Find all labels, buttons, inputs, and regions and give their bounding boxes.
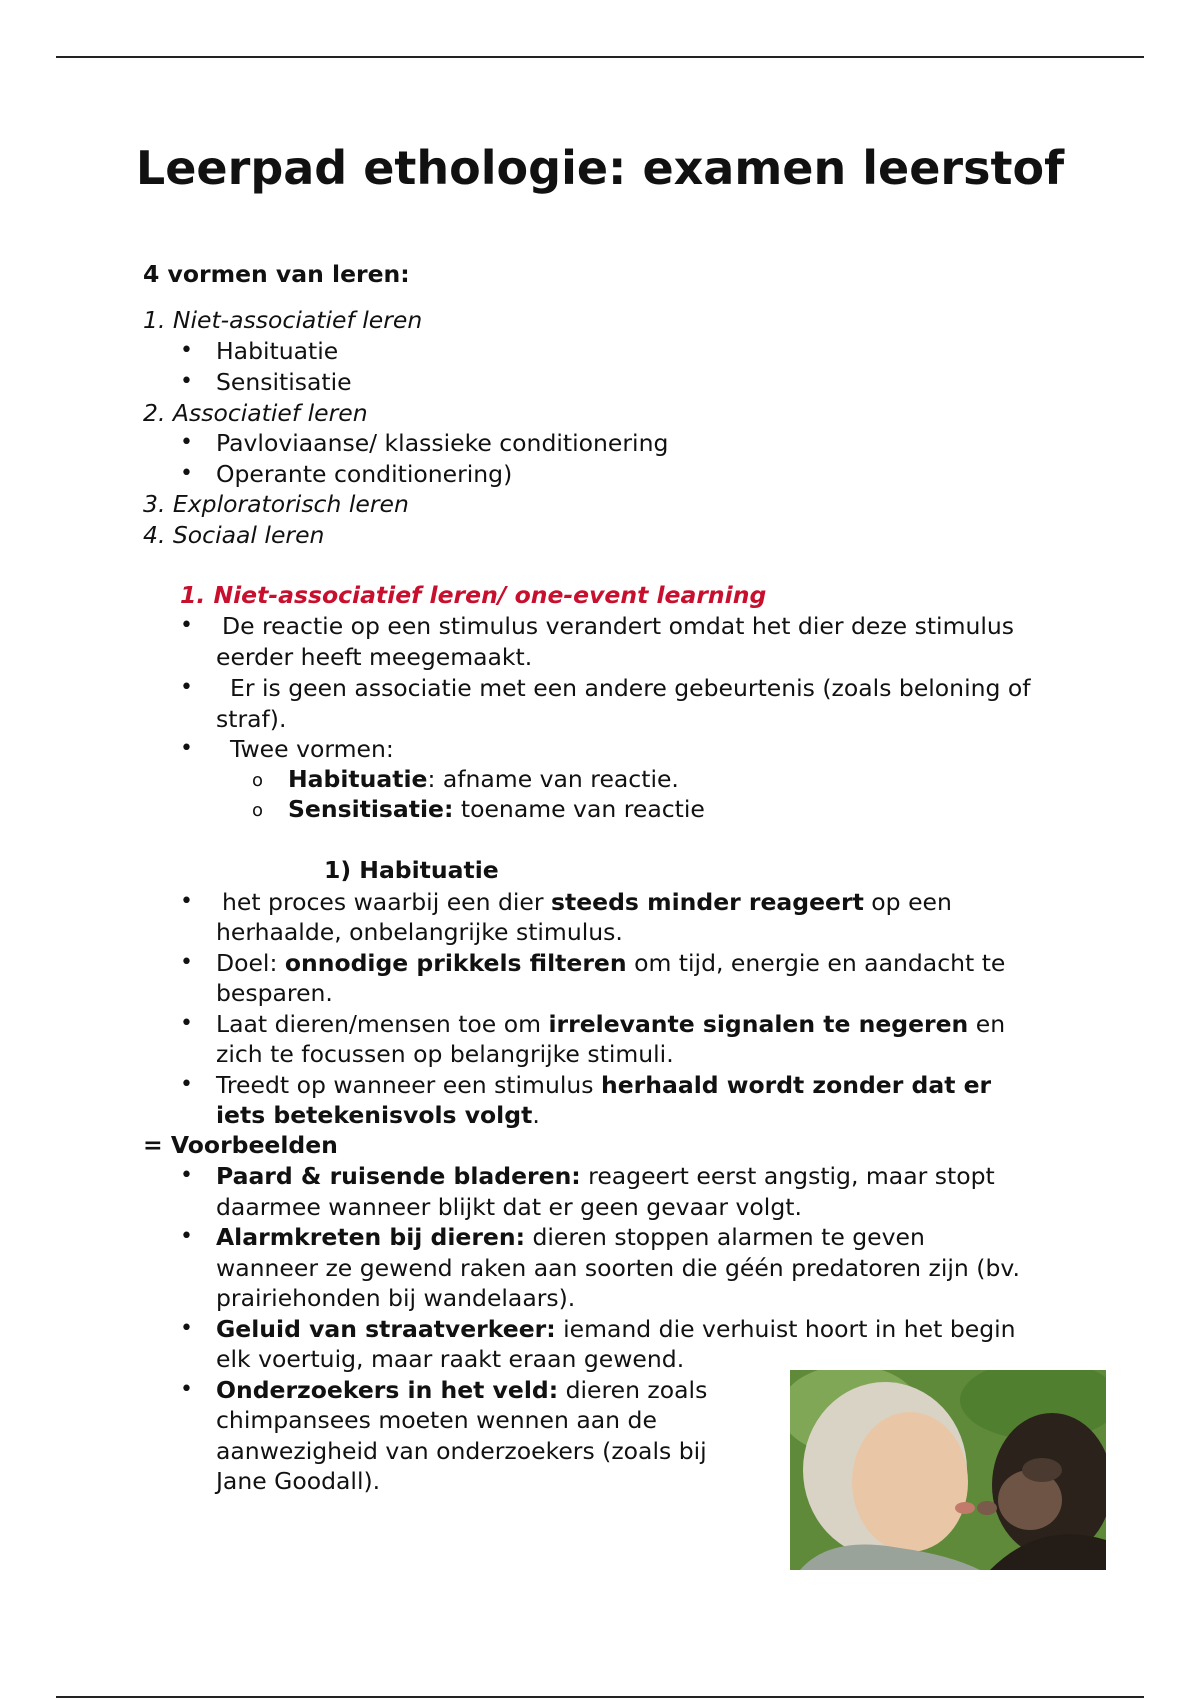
paragraph-line: eerder heeft meegemaakt. <box>216 643 533 671</box>
bullet-dot-icon: • <box>180 369 193 394</box>
paragraph-line <box>216 1009 1005 1040</box>
paragraph-line: besparen. <box>216 979 333 1007</box>
photo-illustration <box>790 1370 1106 1570</box>
text-run-bold: steeds minder reageert <box>551 888 864 916</box>
example-label: Onderzoekers in het veld: <box>216 1376 559 1404</box>
example-line: wanneer ze gewend raken aan soorten die géén predatoren zijn (bv. <box>216 1254 1020 1282</box>
bottom-rule <box>56 1696 1144 1698</box>
example-line: elk voertuig, maar raakt eraan gewend. <box>216 1345 685 1373</box>
example-line <box>216 1314 1016 1345</box>
goodall-chimpanzee-photo <box>790 1370 1106 1570</box>
text-run: iemand die verhuist hoort in het begin <box>555 1315 1016 1343</box>
bullet-dot-icon: • <box>180 613 193 638</box>
example-line <box>216 1222 925 1253</box>
paragraph-line: De reactie op een stimulus verandert omdat het dier deze stimulus <box>222 612 1015 640</box>
example-label: Paard & ruisende bladeren: <box>216 1162 581 1190</box>
bullet-dot-icon: • <box>180 1316 193 1341</box>
example-line: aanwezigheid van onderzoekers (zoals bij <box>216 1437 707 1465</box>
page-title: Leerpad ethologie: examen leerstof <box>135 141 1065 195</box>
list-item-1 <box>143 305 422 336</box>
bullet-dot-icon: • <box>180 675 193 700</box>
list-subitem: Sensitisatie <box>216 368 352 396</box>
paragraph-line <box>216 1100 540 1131</box>
bullet-dot-icon: • <box>180 430 193 455</box>
paragraph-line: zich te focussen op belangrijke stimuli. <box>216 1040 674 1068</box>
list-subitem: Habituatie <box>216 337 339 365</box>
text-run-bold: iets betekenisvols volgt <box>216 1101 533 1129</box>
text-run-bold: herhaald wordt zonder dat er <box>600 1071 992 1099</box>
bullet-dot-icon: • <box>180 461 193 486</box>
top-rule <box>56 56 1144 58</box>
bullet-dot-icon: • <box>180 950 193 975</box>
bullet-dot-icon: • <box>180 1072 193 1097</box>
paragraph-line: Er is geen associatie met een andere gebeurtenis (zoals beloning of <box>230 674 1031 702</box>
term-text: toename van reactie <box>453 795 705 823</box>
text-run-bold: onnodige prikkels filteren <box>284 949 627 977</box>
sub-bullet-line <box>288 794 705 825</box>
example-line: Jane Goodall). <box>216 1467 381 1495</box>
paragraph-line <box>216 948 1005 979</box>
paragraph-line <box>216 1070 991 1101</box>
bullet-dot-icon: • <box>180 1224 193 1249</box>
text-run: reageert eerst angstig, maar stopt <box>580 1162 995 1190</box>
list-subitem: Pavloviaanse/ klassieke conditionering <box>216 429 669 457</box>
text-run: Doel: <box>216 949 285 977</box>
example-line <box>216 1161 995 1192</box>
bullet-dot-icon: • <box>180 338 193 363</box>
section-heading: 1. Niet-associatief leren/ one-event learning <box>180 581 767 609</box>
sub-bullet-line <box>288 764 679 795</box>
paragraph-line: herhaalde, onbelangrijke stimulus. <box>216 918 623 946</box>
bullet-dot-icon: • <box>180 736 193 761</box>
text-run: en <box>968 1010 1006 1038</box>
term-text: : afname van reactie. <box>427 765 679 793</box>
text-run: . <box>532 1101 540 1129</box>
text-run: dieren zoals <box>558 1376 708 1404</box>
example-line: daarmee wanneer blijkt dat er geen gevaar volgt. <box>216 1193 802 1221</box>
example-line: chimpansees moeten wennen aan de <box>216 1406 657 1434</box>
paragraph-line: straf). <box>216 705 287 733</box>
text-run: om tijd, energie en aandacht te <box>626 949 1006 977</box>
bullet-dot-icon: • <box>180 1377 193 1402</box>
circle-bullet-icon: o <box>252 770 264 791</box>
list-item-3: 3. Exploratorisch leren <box>143 490 409 518</box>
bullet-dot-icon: • <box>180 1163 193 1188</box>
term-label: Sensitisatie: <box>288 795 454 823</box>
text-run: het proces waarbij een dier <box>222 888 552 916</box>
subsection-heading: 1) Habituatie <box>324 856 499 884</box>
text-run: op een <box>863 888 952 916</box>
list-subitem: Operante conditionering) <box>216 460 513 488</box>
examples-heading: = Voorbeelden <box>143 1131 338 1159</box>
forms-heading: 4 vormen van leren: <box>143 260 410 288</box>
text-run: Laat dieren/mensen toe om <box>216 1010 549 1038</box>
paragraph-line <box>222 887 952 918</box>
circle-bullet-icon: o <box>252 800 264 821</box>
example-line <box>216 1375 707 1406</box>
text-run: Treedt op wanneer een stimulus <box>216 1071 601 1099</box>
list-item-1-label: 1. Niet-associatief leren <box>143 306 423 334</box>
text-run: dieren stoppen alarmen te geven <box>525 1223 925 1251</box>
term-label: Habituatie <box>288 765 428 793</box>
text-run-bold: irrelevante signalen te negeren <box>548 1010 969 1038</box>
example-line: prairiehonden bij wandelaars). <box>216 1284 576 1312</box>
bullet-dot-icon: • <box>180 1011 193 1036</box>
bullet-dot-icon: • <box>180 889 193 914</box>
list-item-4: 4. Sociaal leren <box>143 521 325 549</box>
list-item-2: 2. Associatief leren <box>143 399 368 427</box>
example-label: Geluid van straatverkeer: <box>216 1315 556 1343</box>
paragraph-line: Twee vormen: <box>230 735 394 763</box>
example-label: Alarmkreten bij dieren: <box>216 1223 525 1251</box>
